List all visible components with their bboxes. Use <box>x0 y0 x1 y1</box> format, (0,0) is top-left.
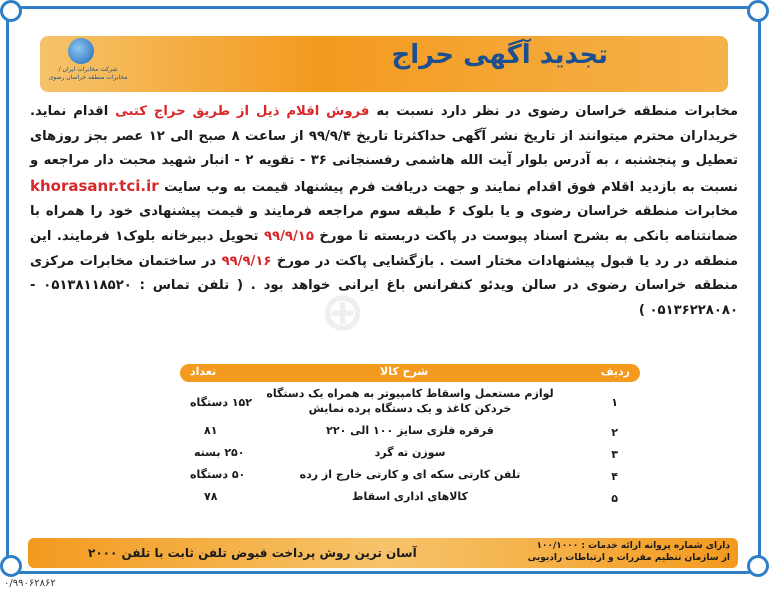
logo-text: شرکت مخابرات ایران / مخابرات منطقه خراسان رضوی <box>48 66 128 81</box>
table-row <box>180 422 640 444</box>
ad-title: تجدید آگهی حراج <box>391 40 608 70</box>
table-header <box>180 364 640 382</box>
header-description: شرح کالا <box>380 365 429 378</box>
license-line-1: دارای شماره پروانه ارائه خدمات : ۱۰۰/۱۰۰۰ <box>536 541 730 551</box>
header-quantity: تعداد <box>190 365 217 378</box>
body-p1-highlight: فروش اقلام ذیل از طریق حراج کتبی <box>115 104 370 119</box>
row-quantity: ۲۵۰ بسته <box>194 446 245 459</box>
row-quantity: ۷۸ <box>204 490 218 503</box>
tci-logo <box>48 38 128 90</box>
globe-icon <box>68 38 94 64</box>
body-p5: در ساختمان مخابرات مرکزی منطقه خراسان رضوی در سالن ویدئو کنفرانس باغ ایرانی خواهد بود . ( تلفن تماس : ۰۵۱۳۸۱۱۸۵۲۰ - ۰۵۱۳۶۲۲۸۰۸۰ ) <box>30 253 738 318</box>
corner-ornament-bottom-right <box>747 555 769 577</box>
body-p1-b: اقدام نماید. <box>30 104 116 119</box>
table-row <box>180 444 640 466</box>
body-p3: مخابرات منطقه خراسان رضوی و یا بلوک ۶ طبقه سوم مراجعه فرمایند و قیمت پیشنهادی خود را همراه با ضمانتنامه بانکی به بشرح اسناد پیوست در پاکت دربسته تا مورخ <box>30 204 739 244</box>
row-description: سوزن ته گرد <box>374 446 446 459</box>
ad-body <box>30 100 738 323</box>
body-p1-a: مخابرات منطقه خراسان رضوی در نظر دارد نسبت به <box>369 104 738 119</box>
watermark: ⊕ <box>320 280 366 343</box>
license-info <box>528 540 730 564</box>
corner-ornament-top-right <box>747 0 769 22</box>
row-quantity: ۸۱ <box>204 424 218 437</box>
website-link[interactable]: khorasanr.tci.ir <box>30 176 159 195</box>
row-description: تلفن کارتی سکه ای و کارتی خارج از رده <box>299 468 521 481</box>
row-number: ۳ <box>611 448 618 461</box>
items-table <box>180 364 640 510</box>
row-quantity: ۱۵۲ دستگاه <box>190 396 252 409</box>
corner-ornament-bottom-left <box>0 555 22 577</box>
corner-ornament-top-left <box>0 0 22 22</box>
header-banner <box>40 36 728 92</box>
payment-slogan: آسان ترین روش پرداخت قبوض تلفن ثابت با تلفن ۲۰۰۰ <box>88 546 417 560</box>
license-line-2: از سازمان تنظیم مقررات و ارتباطات رادیویی <box>527 553 730 563</box>
row-number: ۲ <box>611 426 618 439</box>
footer-banner <box>28 538 738 568</box>
row-quantity: ۵۰ دستگاه <box>190 468 246 481</box>
row-number: ۱ <box>611 396 618 409</box>
row-description: قرقره فلزی سایز ۱۰۰ الی ۲۲۰ <box>326 424 494 437</box>
table-row <box>180 386 640 422</box>
body-p2: خریداران محترم میتوانند از تاریخ نشر آگهی حداکثرتا تاریخ ۹۹/۹/۴ از ساعت ۸ صبح الی ۱۲ عصر بجز روزهای تعطیل و پنجشنبه ، به آدرس بلوار آیت الله هاشمی رفسنجانی ۳۶ - تقویه ۲ - انبار شهید محبت دار مراجعه و نسبت به بازدید اقلام فوق اقدام نمایند و جهت دریافت فرم پیشنهاد قیمت به وب سایت <box>30 128 739 195</box>
row-description: لوازم مستعمل واسقاط کامپیوتر به همراه یک دستگاه خردکن کاغذ و یک دستگاه پرده نمایش <box>266 387 554 415</box>
opening-date: ۹۹/۹/۱۶ <box>221 253 272 269</box>
header-row-number: ردیف <box>600 365 630 378</box>
row-description: کالاهای اداری اسقاط <box>352 490 468 503</box>
ad-code: ۰/۹۹۰۶۲۸۶۲ <box>4 578 56 589</box>
row-number: ۵ <box>611 492 618 505</box>
row-number: ۴ <box>611 470 618 483</box>
deadline-date: ۹۹/۹/۱۵ <box>264 228 314 244</box>
table-row <box>180 466 640 488</box>
body-p4: تحویل دبیرخانه بلوک۱ فرمایند. این منطقه در رد یا قبول پیشنهادات مختار است . بازگشایی پاکت در مورخ <box>30 228 739 269</box>
table-row <box>180 488 640 510</box>
